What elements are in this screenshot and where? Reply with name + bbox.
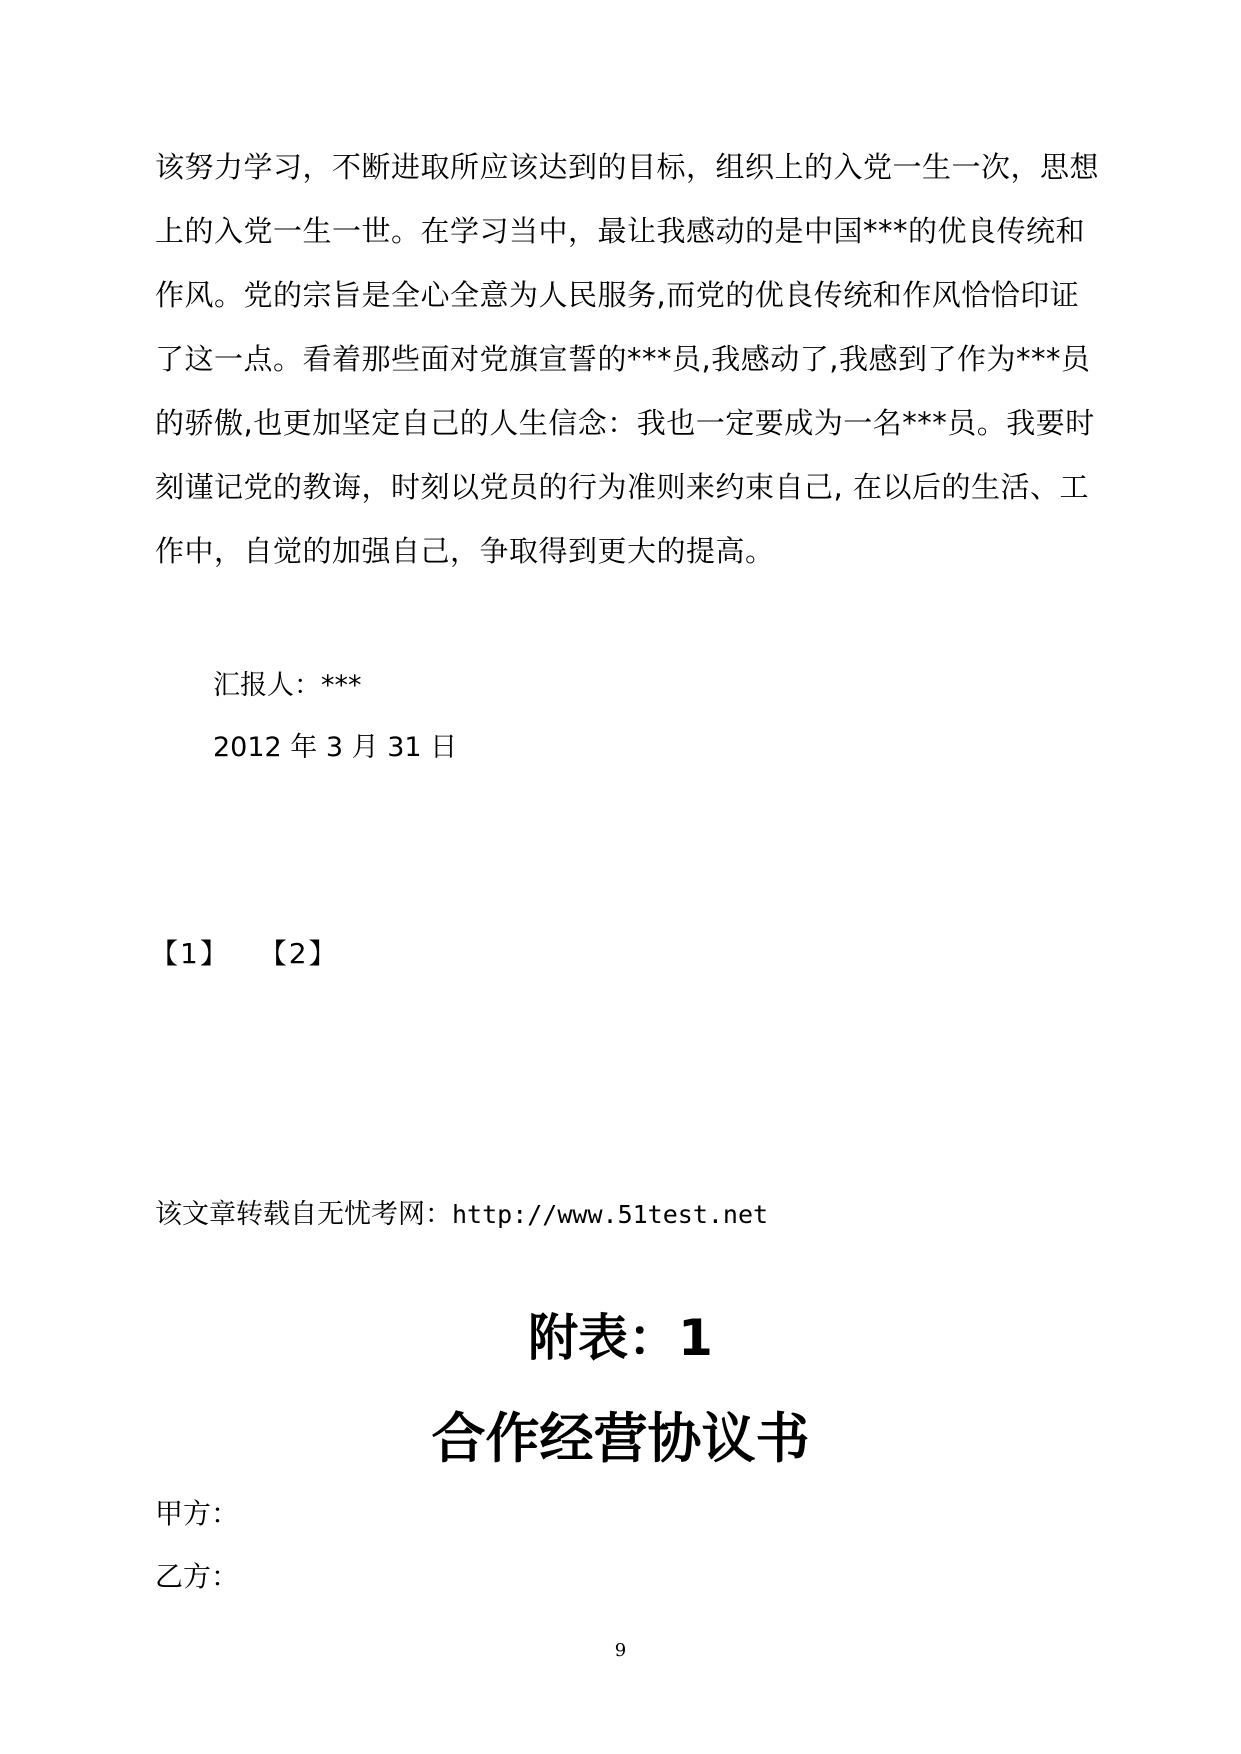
source-url-link[interactable]: http://www.51test.net xyxy=(452,1200,769,1229)
source-label: 该文章转载自无忧考网： xyxy=(155,1199,452,1230)
reporter-name: 汇报人：*** xyxy=(213,670,362,701)
source-attribution xyxy=(155,1192,768,1231)
appendix-title: 附表：1 xyxy=(528,1309,713,1367)
page-number: 9 xyxy=(614,1640,627,1661)
page-link-2[interactable]: 【2】 xyxy=(258,937,339,970)
party-b-label: 乙方： xyxy=(155,1560,240,1593)
paragraph-line: 刻谨记党的教诲，时刻以党员的行为准则来约束自己, 在以后的生活、工 xyxy=(155,470,1089,504)
pagination xyxy=(150,932,357,972)
paragraph-line: 作中，自觉的加强自己，争取得到更大的提高。 xyxy=(155,534,775,568)
paragraph-line: 作风。党的宗旨是全心全意为人民服务,而党的优良传统和作风恰恰印证 xyxy=(155,278,1080,312)
page-link-1[interactable]: 【1】 xyxy=(150,937,230,970)
body-paragraph xyxy=(155,135,1100,583)
report-date: 2012 年 3 月 31 日 xyxy=(213,732,458,763)
party-a-label: 甲方： xyxy=(155,1497,240,1530)
agreement-title: 合作经营协议书 xyxy=(431,1407,810,1470)
paragraph-line: 该努力学习，不断进取所应该达到的目标，组织上的入党一生一次，思想 xyxy=(155,150,1100,184)
paragraph-line: 的骄傲,也更加坚定自己的人生信念：我也一定要成为一名***员。我要时 xyxy=(155,406,1095,440)
paragraph-line: 了这一点。看着那些面对党旗宣誓的***员,我感动了,我感到了作为***员 xyxy=(155,342,1091,376)
paragraph-line: 上的入党一生一世。在学习当中，最让我感动的是中国***的优良传统和 xyxy=(155,214,1086,248)
